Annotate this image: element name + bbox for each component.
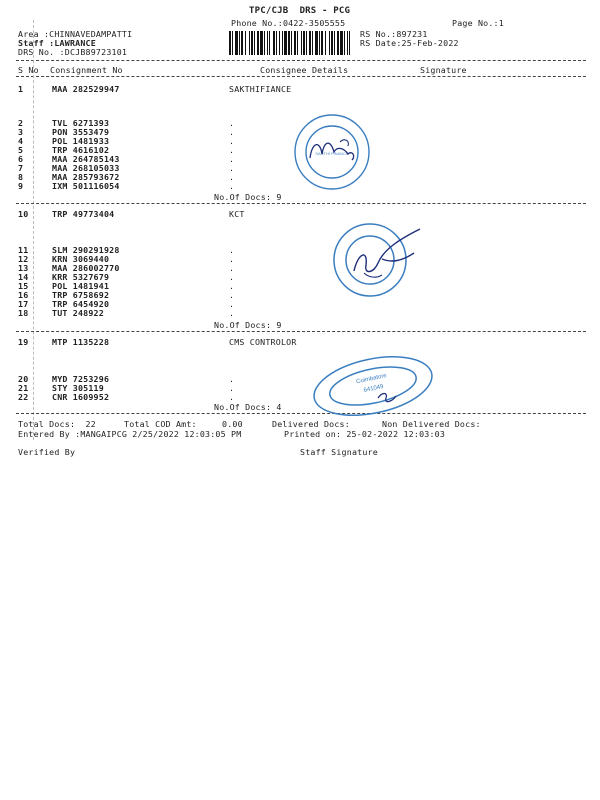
phone-number: Phone No.:0422-3505555 [231, 18, 346, 28]
row-dot: . [229, 181, 235, 191]
row-sno: 9 [18, 181, 24, 191]
row-sno: 4 [18, 136, 24, 146]
row-sno: 18 [18, 308, 29, 318]
row-consignment: KRN 3069440 [52, 254, 110, 264]
row-sno: 6 [18, 154, 24, 164]
row-sno: 8 [18, 172, 24, 182]
row-consignment: KRR 5327679 [52, 272, 110, 282]
cms-college-stamp [308, 350, 438, 422]
row-dot: . [229, 127, 235, 137]
row-consignment: STY 305119 [52, 383, 104, 393]
docs-count: No.Of Docs: 4 [214, 402, 282, 412]
row-consignment: TRP 4616102 [52, 145, 110, 155]
company-stamp [282, 112, 382, 192]
row-dot: . [229, 172, 235, 182]
margin-line [33, 20, 34, 440]
row-dot: . [229, 272, 235, 282]
row-consignment: MAA 264785143 [52, 154, 120, 164]
delivered-docs: Delivered Docs: [272, 419, 350, 429]
row-consignment: TRP 6758692 [52, 290, 110, 300]
row-consignment: TRP 6454920 [52, 299, 110, 309]
page-number: Page No.:1 [452, 18, 504, 28]
total-cod-value: 0.00 [222, 419, 243, 429]
col-consignment: Consignment No [50, 65, 123, 75]
row-consignment: MTP 1135228 [52, 337, 110, 347]
divider [16, 203, 586, 204]
divider [16, 60, 586, 61]
drs-number: DRS No. :DCJB89723101 [18, 47, 128, 57]
row-sno: 10 [18, 209, 29, 219]
divider [16, 413, 586, 414]
row-consignment: POL 1481933 [52, 136, 110, 146]
document-title: TPC/CJB DRS - PCG [249, 6, 351, 16]
col-sno: S No [18, 65, 39, 75]
row-dot: . [229, 263, 235, 273]
college-stamp [322, 213, 442, 303]
row-consignment: PON 3553479 [52, 127, 110, 137]
row-sno: 16 [18, 290, 29, 300]
row-consignment: MYD 7253296 [52, 374, 110, 384]
row-dot: . [229, 290, 235, 300]
row-dot: . [229, 374, 235, 384]
row-sno: 7 [18, 163, 24, 173]
row-sno: 20 [18, 374, 29, 384]
barcode [229, 31, 353, 55]
row-consignment: MAA 282529947 [52, 84, 120, 94]
row-consignment: MAA 286002770 [52, 263, 120, 273]
row-consignment: TUT 248922 [52, 308, 104, 318]
staff-label: Staff :LAWRANCE [18, 38, 96, 48]
row-sno: 5 [18, 145, 24, 155]
row-dot: . [229, 245, 235, 255]
area-label: Area :CHINNAVEDAMPATTI [18, 29, 133, 39]
consignee-name: CMS CONTROLOR [229, 337, 297, 347]
col-consignee: Consignee Details [260, 65, 349, 75]
row-sno: 14 [18, 272, 29, 282]
row-consignment: POL 1481941 [52, 281, 110, 291]
svg-text:SANTHI FINANCE: SANTHI FINANCE [315, 151, 349, 156]
row-consignment: TRP 49773404 [52, 209, 115, 219]
row-sno: 2 [18, 118, 24, 128]
svg-text:Coimbatore: Coimbatore [355, 372, 388, 386]
verified-by: Verified By [18, 447, 76, 457]
row-sno: 22 [18, 392, 29, 402]
barcode-bar [350, 31, 353, 55]
rs-number: RS No.:897231 [360, 29, 428, 39]
row-sno: 1 [18, 84, 24, 94]
staff-signature: Staff Signature [300, 447, 378, 457]
row-sno: 19 [18, 337, 29, 347]
total-cod-label: Total COD Amt: [124, 419, 197, 429]
row-consignment: TVL 6271393 [52, 118, 110, 128]
row-consignment: IXM 501116054 [52, 181, 120, 191]
row-consignment: MAA 285793672 [52, 172, 120, 182]
printed-on: Printed on: 25-02-2022 12:03:03 [284, 429, 446, 439]
row-dot: . [229, 392, 235, 402]
row-dot: . [229, 254, 235, 264]
row-dot: . [229, 136, 235, 146]
row-sno: 17 [18, 299, 29, 309]
consignee-name: KCT [229, 209, 245, 219]
docs-count: No.Of Docs: 9 [214, 192, 282, 202]
row-consignment: MAA 268105033 [52, 163, 120, 173]
divider [16, 331, 586, 332]
row-dot: . [229, 154, 235, 164]
row-dot: . [229, 163, 235, 173]
consignee-name: SAKTHIFIANCE [229, 84, 292, 94]
col-signature: Signature [420, 65, 467, 75]
row-dot: . [229, 118, 235, 128]
divider [16, 76, 586, 77]
row-consignment: CNR 1609952 [52, 392, 110, 402]
row-sno: 13 [18, 263, 29, 273]
total-docs: Total Docs: 22 [18, 419, 96, 429]
row-dot: . [229, 383, 235, 393]
row-sno: 21 [18, 383, 29, 393]
row-sno: 12 [18, 254, 29, 264]
row-dot: . [229, 308, 235, 318]
non-delivered-docs: Non Delivered Docs: [382, 419, 481, 429]
docs-count: No.Of Docs: 9 [214, 320, 282, 330]
rs-date: RS Date:25-Feb-2022 [360, 38, 459, 48]
row-dot: . [229, 145, 235, 155]
entered-by: Entered By :MANGAIPCG 2/25/2022 12:03:05 PM [18, 429, 242, 439]
svg-text:641049: 641049 [363, 383, 385, 394]
row-sno: 11 [18, 245, 29, 255]
row-dot: . [229, 299, 235, 309]
row-sno: 3 [18, 127, 24, 137]
row-consignment: SLM 290291928 [52, 245, 120, 255]
row-dot: . [229, 281, 235, 291]
row-sno: 15 [18, 281, 29, 291]
